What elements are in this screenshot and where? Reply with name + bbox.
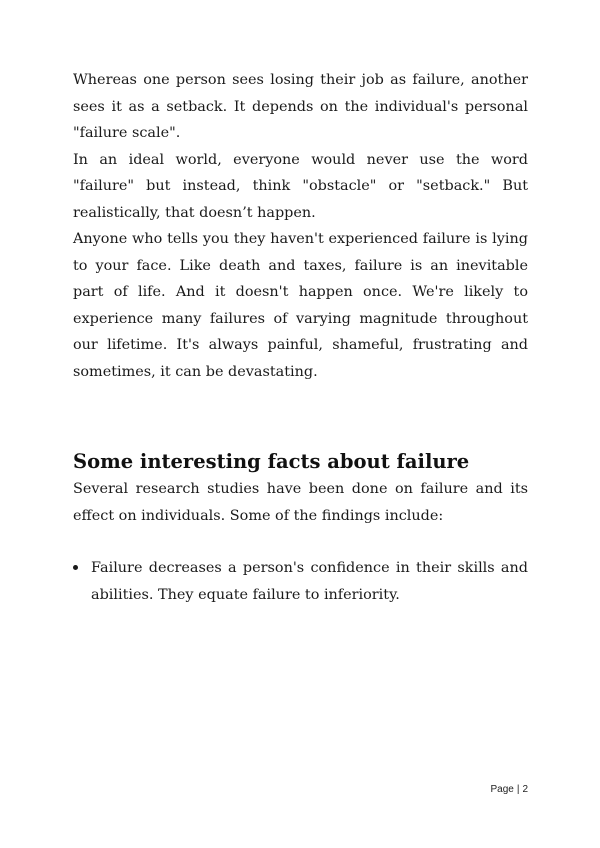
- footer-separator: |: [516, 784, 520, 795]
- page-footer: [490, 784, 528, 795]
- list-item-text: Failure decreases a person's confidence in their skills and abilities. They equate failure to inferiority.: [91, 560, 528, 603]
- list-item: [73, 555, 528, 608]
- findings-list: [73, 555, 528, 608]
- footer-page-number: 2: [522, 784, 528, 795]
- page-content: [73, 67, 528, 608]
- section-heading: Some interesting facts about failure: [73, 450, 470, 473]
- footer-page-label: Page: [490, 784, 514, 795]
- paragraph-inevitable-failure: Anyone who tells you they haven't experienced failure is lying to your face. Like death and taxes, failure is an inevitable part of life. And it doesn't happen once. We're likely to experience many failures of varying magnitude throughout our lifetime. It's always painful, shameful, frustrating and sometimes, it can be devastating.: [73, 231, 528, 380]
- section-intro: Several research studies have been done on failure and its effect on individuals. Some of the findings include:: [73, 481, 528, 524]
- bullet-icon: [73, 565, 78, 570]
- paragraph-ideal-world: In an ideal world, everyone would never use the word "failure" but instead, think "obstacle" or "setback." But realistically, that doesn’t happen.: [73, 151, 528, 221]
- paragraph-failure-scale: Whereas one person sees losing their job as failure, another sees it as a setback. It depends on the individual's personal "failure scale".: [73, 72, 528, 141]
